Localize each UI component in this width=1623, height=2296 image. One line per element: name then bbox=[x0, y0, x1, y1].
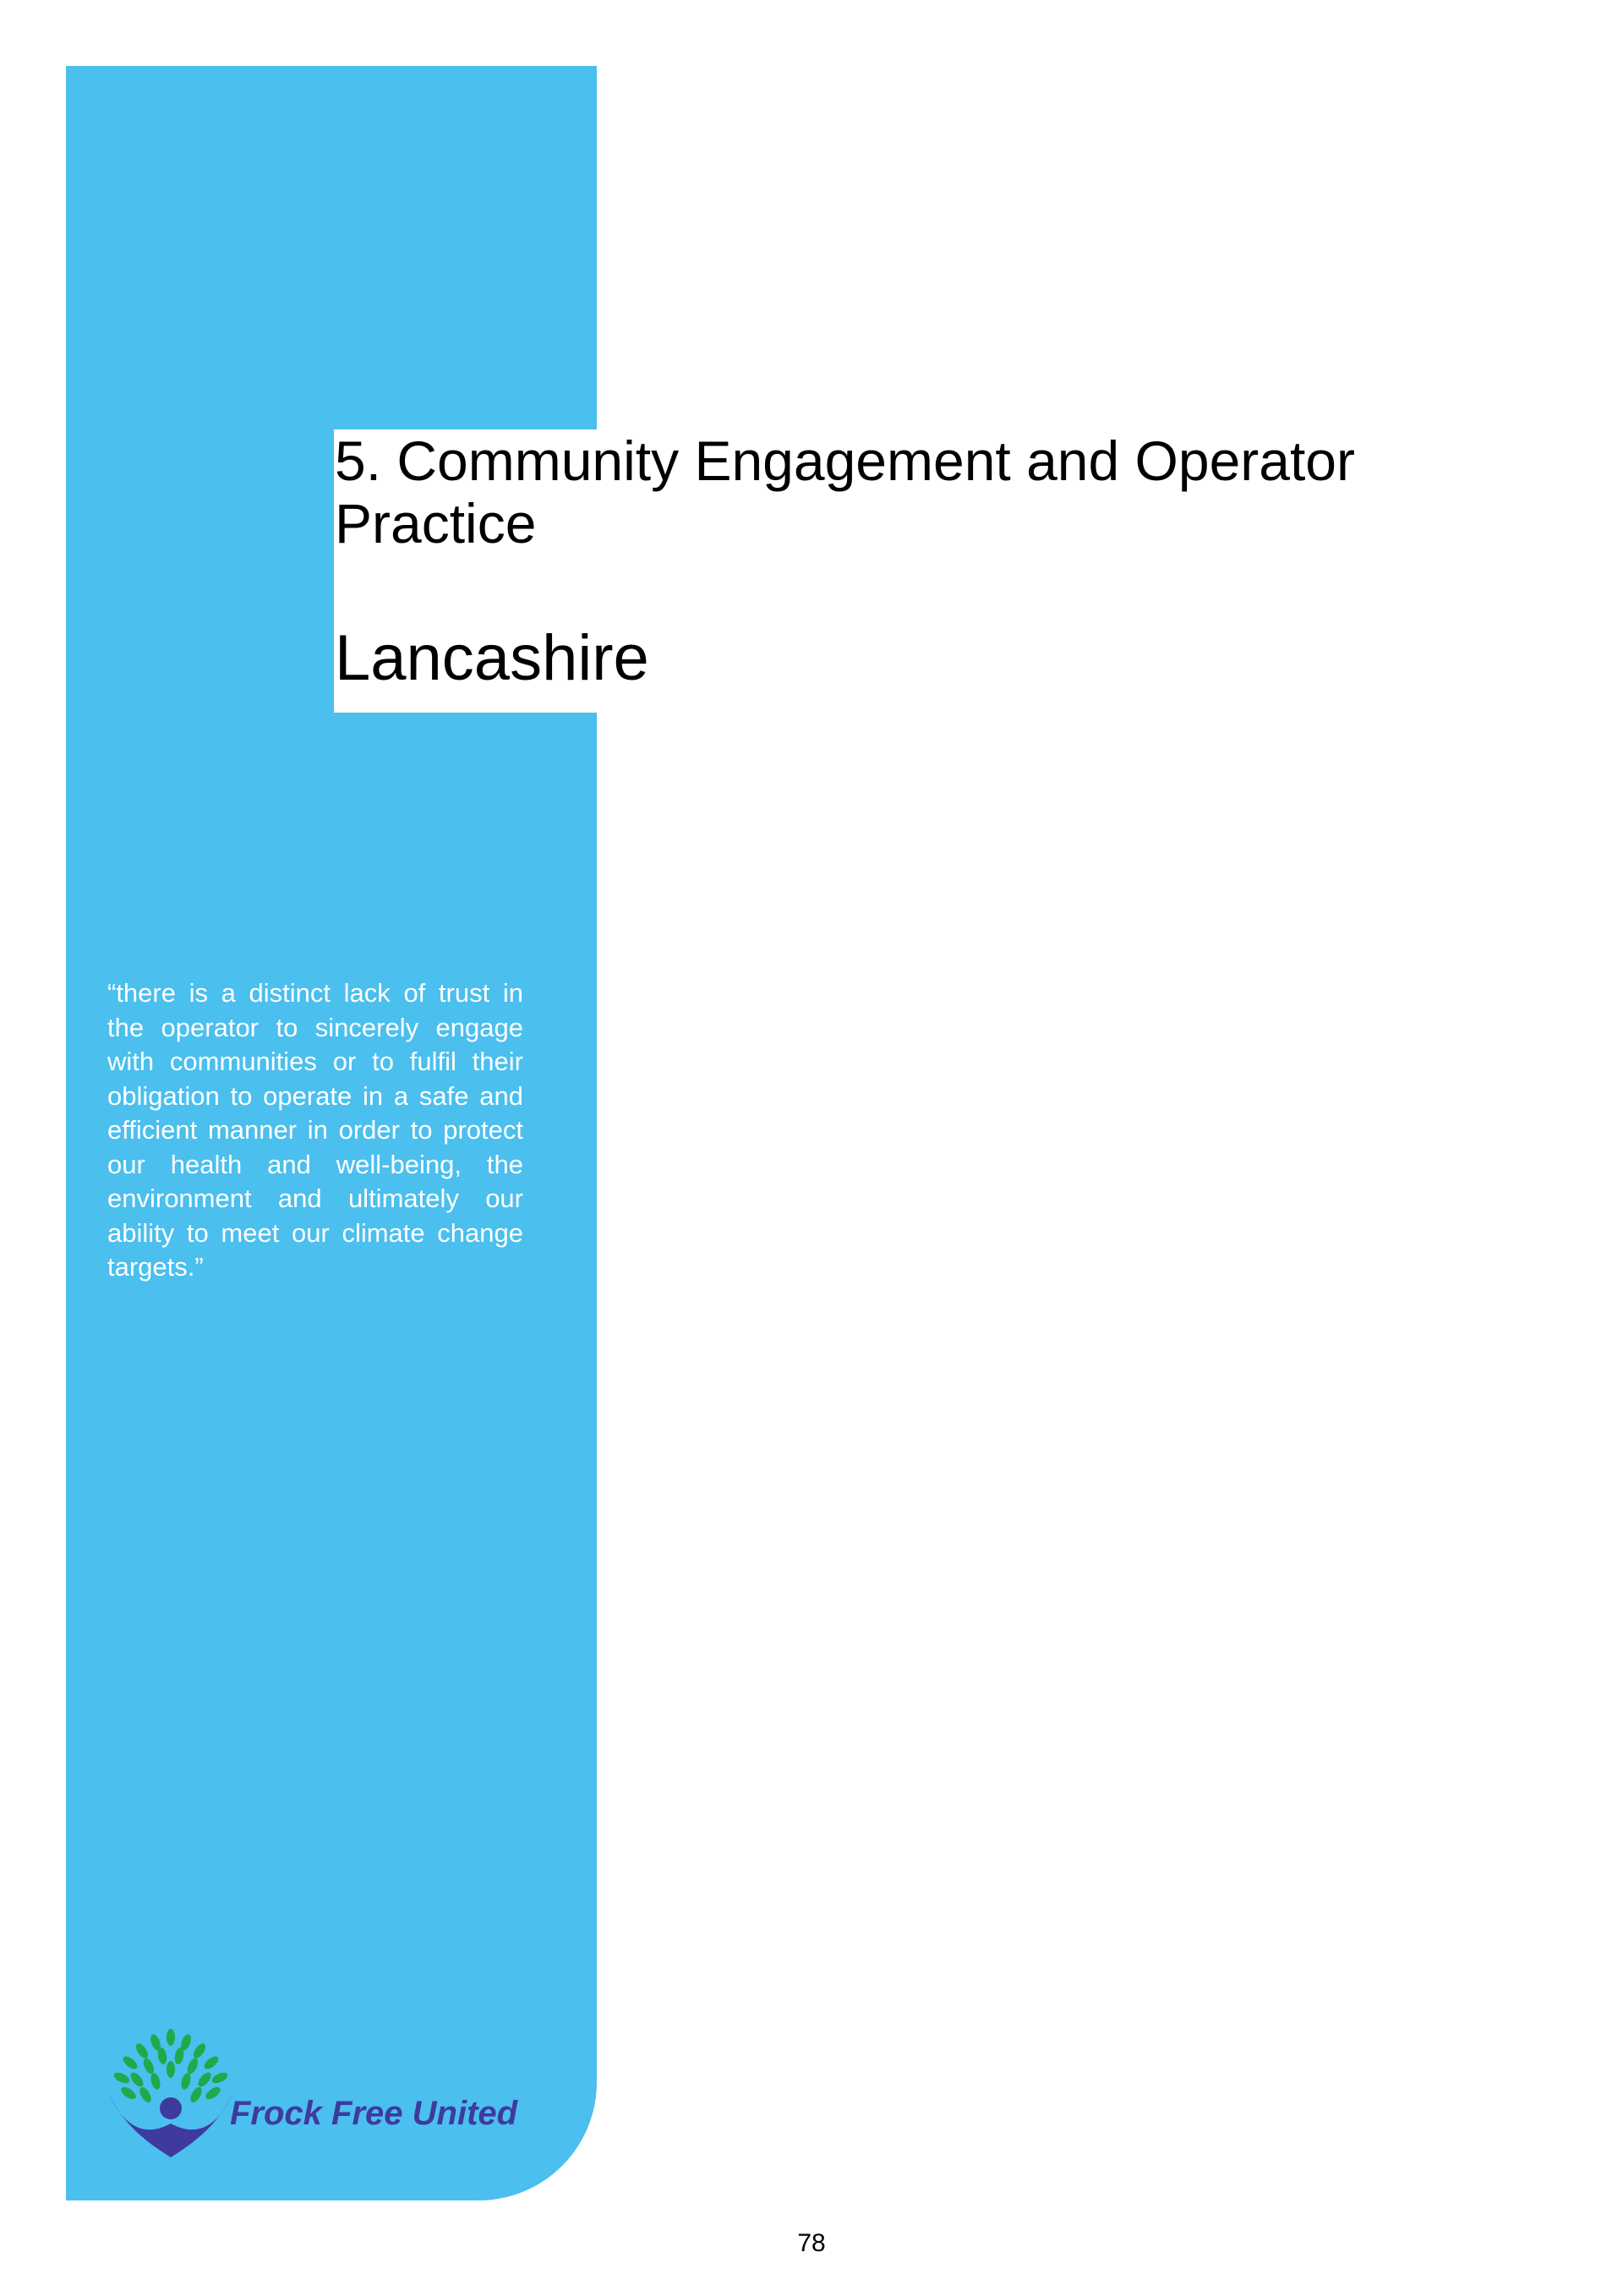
organisation-logo bbox=[103, 2029, 518, 2164]
section-title: 5. Community Engagement and Operator Practice bbox=[335, 429, 1355, 555]
page-number: 78 bbox=[797, 2229, 826, 2257]
logo-text: Frock Free United bbox=[230, 2095, 518, 2132]
region-title: Lancashire bbox=[335, 622, 649, 694]
tree-person-logo-icon bbox=[103, 2029, 238, 2164]
pull-quote: “there is a distinct lack of trust in the operator to sincerely engage with communities or to fulfil their obligation to operate in a safe and efficient manner in order to protect our health and well-being, the environment and ultimately our ability to meet our climate change targets.” bbox=[107, 978, 523, 1282]
